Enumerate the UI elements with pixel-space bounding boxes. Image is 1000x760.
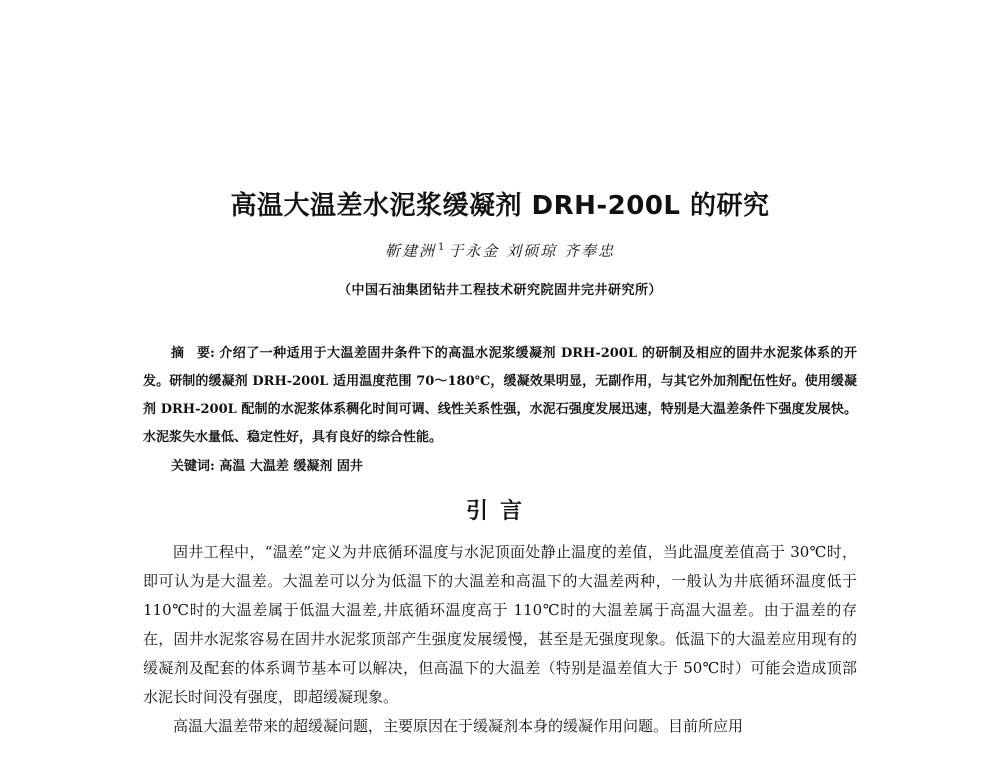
first-author: 靳建洲 — [385, 242, 437, 260]
section-heading-introduction: 引言 — [465, 499, 534, 524]
author-line — [0, 240, 1000, 261]
affiliation: （中国石油集团钻井工程技术研究院固井完井研究所） — [337, 283, 662, 298]
body-text — [143, 538, 857, 741]
keywords-label: 关键词: — [171, 459, 215, 474]
abstract — [143, 340, 857, 452]
paper-title: 高温大温差水泥浆缓凝剂 DRH-200L 的研究 — [230, 191, 770, 221]
paragraph: 固井工程中，“温差”定义为井底循环温度与水泥顶面处静止温度的差值，当此温度差值高于 30℃时，即可认为是大温差。大温差可以分为低温下的大温差和高温下的大温差两种，一般认为井底循环温度低于 110℃时的大温差属于低温大温差,井底循环温度高于 110℃时的大温差属于高温大温差。由于温差的存在，固井水泥浆容易在固井水泥浆顶部产生强度发展缓慢，甚至是无强度现象。低温下的大温差应用现有的缓凝剂及配套的体系调节基本可以解决，但高温下的大温差（特别是温差值大于 50℃时）可能会造成顶部水泥长时间没有强度，即超缓凝现象。 — [143, 543, 857, 706]
affiliation-marker: 1 — [438, 242, 447, 253]
abstract-label: 摘 要: — [171, 346, 215, 361]
keywords-text: 高温 大温差 缓凝剂 固井 — [219, 459, 363, 474]
keywords — [171, 455, 363, 474]
other-authors: 于永金 刘硕琼 齐奉忠 — [448, 242, 615, 260]
abstract-text: 介绍了一种适用于大温差固井条件下的高温水泥浆缓凝剂 DRH-200L 的研制及相应的固井水泥浆体系的开发。研制的缓凝剂 DRH-200L 适用温度范围 70～180℃，缓凝效果明显，无副作用，与其它外加剂配伍性好。使用缓凝剂 DRH-200L 配制的水泥浆体系稠化时间可调、线性关系性强，水泥石强度发展迅速，特别是大温差条件下强度发展快。水泥浆失水量低、稳定性好，具有良好的综合性能。 — [143, 346, 857, 445]
paragraph: 高温大温差带来的超缓凝问题，主要原因在于缓凝剂本身的缓凝作用问题。目前所应用 — [173, 717, 744, 735]
